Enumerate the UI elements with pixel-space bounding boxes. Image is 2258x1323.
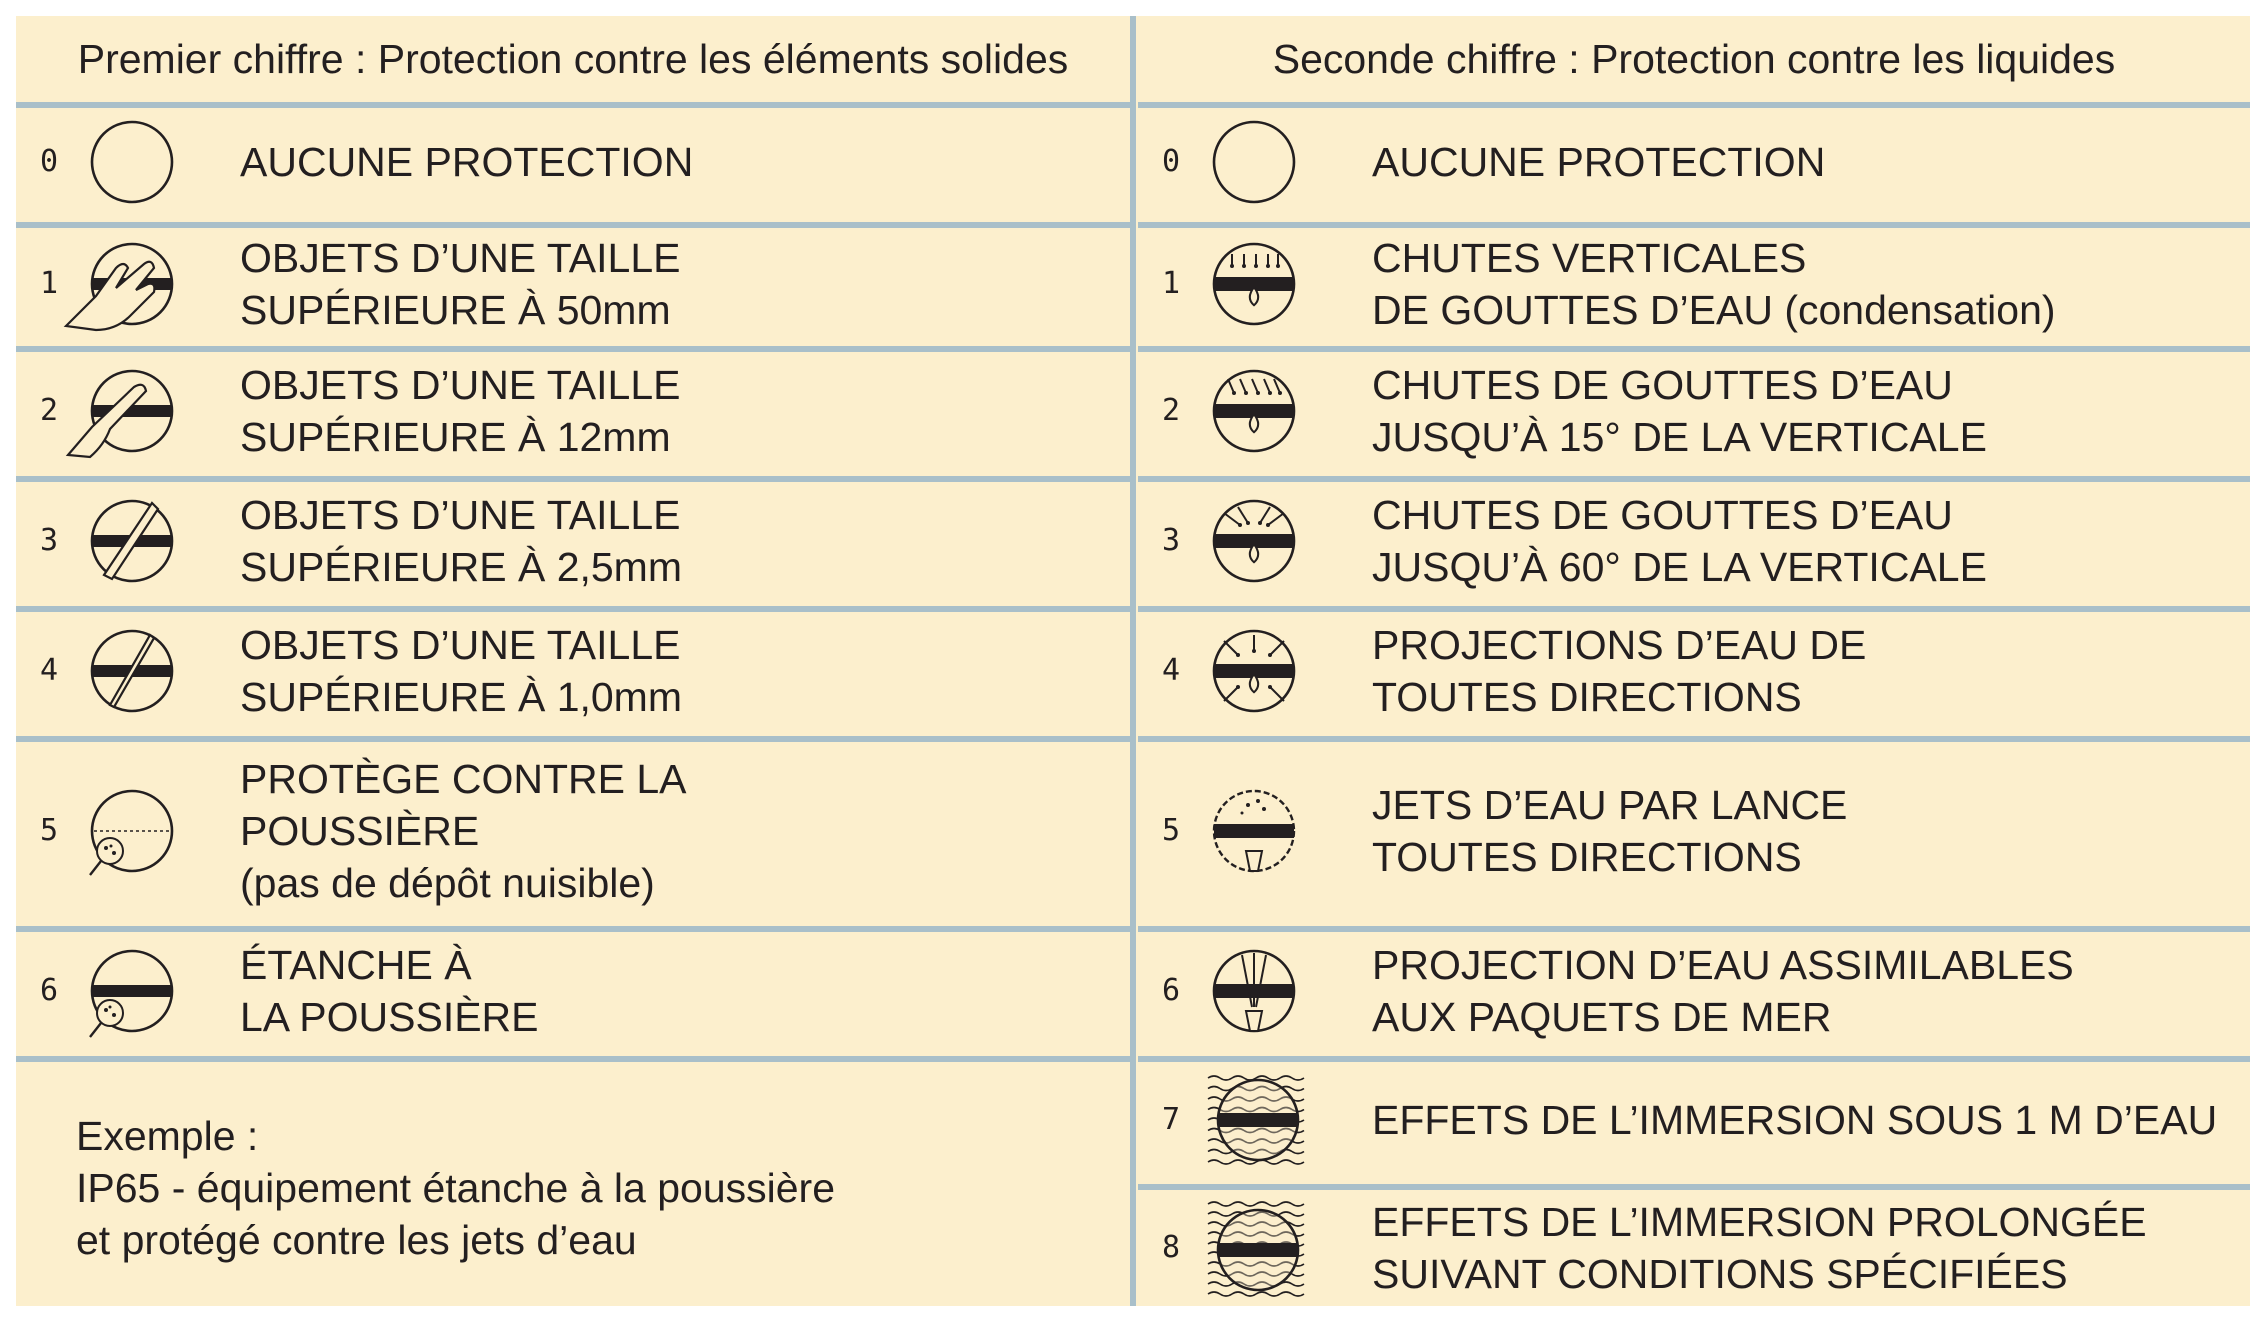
protection-row-6 — [16, 932, 1130, 1050]
protection-digit: 8 — [1161, 1230, 1181, 1265]
description-line: JUSQU’À 15° DE LA VERTICALE — [1372, 414, 1987, 460]
description-line: LA POUSSIÈRE — [240, 994, 539, 1040]
description-line: PROJECTION D’EAU ASSIMILABLES — [1372, 942, 2074, 988]
protection-digit: 6 — [39, 973, 59, 1008]
description-line: AUCUNE PROTECTION — [240, 139, 694, 185]
description-line: JETS D’EAU PAR LANCE — [1372, 782, 1848, 828]
protection-digit: 0 — [1161, 144, 1181, 179]
protection-description — [1372, 352, 1987, 470]
protection-description — [240, 228, 681, 340]
protection-row-2 — [1138, 352, 2250, 470]
protection-row-4 — [1138, 612, 2250, 730]
description-line: OBJETS D’UNE TAILLE — [240, 622, 681, 668]
description-line: (pas de dépôt nuisible) — [240, 860, 655, 906]
protection-row-3 — [1138, 482, 2250, 600]
splash-all-directions-icon — [1208, 625, 1300, 717]
example-line: Exemple : — [76, 1113, 259, 1159]
description-line: OBJETS D’UNE TAILLE — [240, 362, 681, 408]
immersion-icon — [1208, 1074, 1300, 1166]
tool-icon — [86, 495, 178, 587]
protection-digit: 7 — [1161, 1102, 1181, 1137]
empty-circle-icon — [1208, 116, 1300, 208]
protection-description — [1372, 932, 2074, 1050]
protection-description — [240, 932, 539, 1050]
description-line: POUSSIÈRE — [240, 808, 480, 854]
description-line: SUIVANT CONDITIONS SPÉCIFIÉES — [1372, 1251, 2068, 1297]
protection-row-0 — [16, 108, 1130, 216]
description-line: TOUTES DIRECTIONS — [1372, 834, 1802, 880]
description-line: SUPÉRIEURE À 50mm — [240, 287, 671, 333]
protection-digit: 1 — [39, 266, 59, 301]
protection-description — [240, 352, 681, 470]
header-solids: Premier chiffre : Protection contre les éléments solides — [77, 35, 1069, 82]
description-line: OBJETS D’UNE TAILLE — [240, 492, 681, 538]
hand-icon — [86, 238, 178, 330]
row-divider — [16, 1056, 1130, 1062]
dust-protected-icon — [86, 785, 178, 877]
empty-circle-icon — [86, 116, 178, 208]
description-line: CHUTES DE GOUTTES D’EAU — [1372, 362, 1953, 408]
description-line: PROTÈGE CONTRE LA — [240, 756, 687, 802]
description-line: SUPÉRIEURE À 1,0mm — [240, 674, 682, 720]
protection-description — [240, 108, 693, 216]
protection-digit: 3 — [1161, 523, 1181, 558]
description-line: PROJECTIONS D’EAU DE — [1372, 622, 1867, 668]
protection-row-6 — [1138, 932, 2250, 1050]
description-line: SUPÉRIEURE À 2,5mm — [240, 544, 682, 590]
vertical-drops-icon — [1208, 238, 1300, 330]
protection-description — [1372, 1062, 2217, 1178]
protection-digit: 5 — [39, 813, 59, 848]
protection-row-8 — [1138, 1190, 2250, 1306]
powerful-jet-icon — [1208, 945, 1300, 1037]
protection-digit: 6 — [1161, 973, 1181, 1008]
protection-description — [1372, 482, 1987, 600]
description-line: ÉTANCHE À — [240, 942, 472, 988]
description-line: JUSQU’À 60° DE LA VERTICALE — [1372, 544, 1987, 590]
wire-icon — [86, 625, 178, 717]
protection-description — [1372, 108, 1825, 216]
example-line: et protégé contre les jets d’eau — [76, 1217, 637, 1263]
protection-description — [1372, 228, 2056, 340]
protection-row-1 — [16, 228, 1130, 340]
ip-protection-table — [16, 16, 2250, 1306]
protection-row-1 — [1138, 228, 2250, 340]
protection-row-5 — [1138, 742, 2250, 920]
protection-description — [1372, 1190, 2147, 1306]
protection-digit: 2 — [39, 393, 59, 428]
spray-60deg-icon — [1208, 495, 1300, 587]
protection-row-2 — [16, 352, 1130, 470]
protection-row-3 — [16, 482, 1130, 600]
example-line: IP65 - équipement étanche à la poussière — [76, 1165, 836, 1211]
protection-row-5 — [16, 742, 1130, 920]
description-line: EFFETS DE L’IMMERSION SOUS 1 M D’EAU — [1372, 1097, 2218, 1143]
protection-description — [1372, 742, 1847, 920]
description-line: DE GOUTTES D’EAU (condensation) — [1372, 287, 2056, 333]
protection-digit: 5 — [1161, 813, 1181, 848]
description-line: CHUTES DE GOUTTES D’EAU — [1372, 492, 1953, 538]
prolonged-immersion-icon — [1208, 1202, 1300, 1294]
protection-description — [1372, 612, 1866, 730]
description-line: SUPÉRIEURE À 12mm — [240, 414, 671, 460]
protection-row-0 — [1138, 108, 2250, 216]
protection-digit: 2 — [1161, 393, 1181, 428]
protection-row-4 — [16, 612, 1130, 730]
description-line: EFFETS DE L’IMMERSION PROLONGÉE — [1372, 1199, 2147, 1245]
example-note — [76, 1110, 835, 1266]
description-line: OBJETS D’UNE TAILLE — [240, 235, 681, 281]
protection-digit: 4 — [1161, 653, 1181, 688]
dust-tight-icon — [86, 945, 178, 1037]
protection-description — [240, 612, 682, 730]
protection-digit: 3 — [39, 523, 59, 558]
protection-description — [240, 482, 682, 600]
description-line: TOUTES DIRECTIONS — [1372, 674, 1802, 720]
protection-digit: 0 — [39, 144, 59, 179]
description-line: AUCUNE PROTECTION — [1372, 139, 1826, 185]
protection-description — [240, 742, 687, 920]
water-jet-icon — [1208, 785, 1300, 877]
protection-digit: 1 — [1161, 266, 1181, 301]
description-line: CHUTES VERTICALES — [1372, 235, 1807, 281]
finger-icon — [86, 365, 178, 457]
description-line: AUX PAQUETS DE MER — [1372, 994, 1832, 1040]
drops-15deg-icon — [1208, 365, 1300, 457]
header-liquids: Seconde chiffre : Protection contre les liquides — [1272, 35, 2116, 82]
protection-digit: 4 — [39, 653, 59, 688]
protection-row-7 — [1138, 1062, 2250, 1178]
column-divider — [1130, 16, 1136, 1306]
